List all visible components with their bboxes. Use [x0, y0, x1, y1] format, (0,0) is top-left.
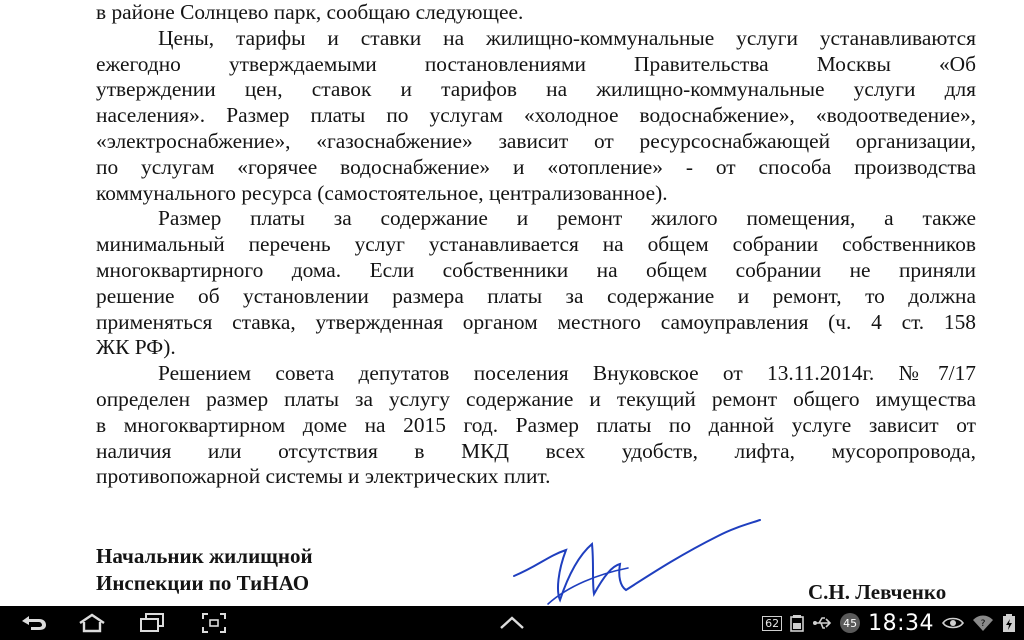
notification-badge-62: 62	[762, 616, 782, 631]
document-line: наличия или отсутствия в МКД всех удобств, лифта, мусоропровода,	[96, 438, 976, 463]
signature-title-line-1: Начальник жилищной	[96, 544, 313, 568]
home-button[interactable]	[72, 606, 112, 640]
screenshot-icon	[201, 612, 227, 634]
document-line: в многоквартирном доме на 2015 год. Размер платы по данной услуге зависит от	[96, 412, 976, 437]
android-navigation-bar	[0, 606, 1024, 640]
document-line: ежегодно утверждаемыми постановлениями Правительства Москвы «Об	[96, 51, 976, 76]
eye-icon	[942, 614, 964, 632]
document-line: Размер платы за содержание и ремонт жилого помещения, а также	[158, 206, 976, 231]
clock: 18:34	[868, 610, 934, 636]
battery-charging-icon	[1002, 613, 1016, 633]
document-line: определен размер платы за услугу содержание и текущий ремонт общего имущества	[96, 386, 976, 411]
usb-icon	[812, 614, 832, 632]
battery-small-icon	[790, 614, 804, 632]
home-icon	[77, 612, 107, 634]
document-line: многоквартирного дома. Если собственники на общем собрании не приняли	[96, 257, 976, 282]
document-line: коммунального ресурса (самостоятельное, централизованное).	[96, 180, 668, 205]
wifi-question-icon	[972, 614, 994, 632]
document-line: в районе Солнцево парк, сообщаю следующее.	[96, 0, 524, 24]
document-line: минимальный перечень услуг устанавливается на общем собрании собственников	[96, 232, 976, 257]
signature-title	[96, 543, 313, 597]
document-line: применяться ставка, утвержденная органом местного самоуправления (ч. 4 ст. 158	[96, 309, 976, 334]
signature-title-line-2: Инспекции по ТиНАО	[96, 571, 310, 595]
chevron-up-icon	[498, 614, 526, 632]
handwritten-signature	[508, 516, 768, 606]
screenshot-button[interactable]	[194, 606, 234, 640]
document-line: по услугам «горячее водоснабжение» и «отопление» - от способа производства	[96, 154, 976, 179]
signer-name: С.Н. Левченко	[808, 580, 947, 604]
back-button[interactable]	[14, 606, 54, 640]
recent-apps-icon	[138, 612, 166, 634]
recent-apps-button[interactable]	[132, 606, 172, 640]
document-line: Решением совета депутатов поселения Внуковское от 13.11.2014г. №7/17	[158, 361, 976, 386]
document-line: противопожарной системы и электрических плит.	[96, 464, 551, 489]
document-line: населения». Размер платы по услугам «холодное водоснабжение», «водоотведение»,	[96, 103, 976, 128]
document-line: Цены, тарифы и ставки на жилищно-коммунальные услуги устанавливаются	[158, 25, 976, 50]
document-line: решение об установлении размера платы за содержание и ремонт, то должна	[96, 283, 976, 308]
document-line: утверждении цен, ставок и тарифов на жилищно-коммунальные услуги для	[96, 77, 976, 102]
notification-badge-45: 45	[840, 613, 860, 633]
expand-button[interactable]	[492, 606, 532, 640]
document-body	[96, 0, 976, 490]
svg-text:?: ?	[980, 619, 986, 629]
back-arrow-icon	[19, 613, 49, 633]
document-line: ЖК РФ).	[96, 335, 176, 360]
status-area	[762, 606, 1016, 640]
document-line: «электроснабжение», «газоснабжение» зависит от ресурсоснабжающей организации,	[96, 128, 976, 153]
